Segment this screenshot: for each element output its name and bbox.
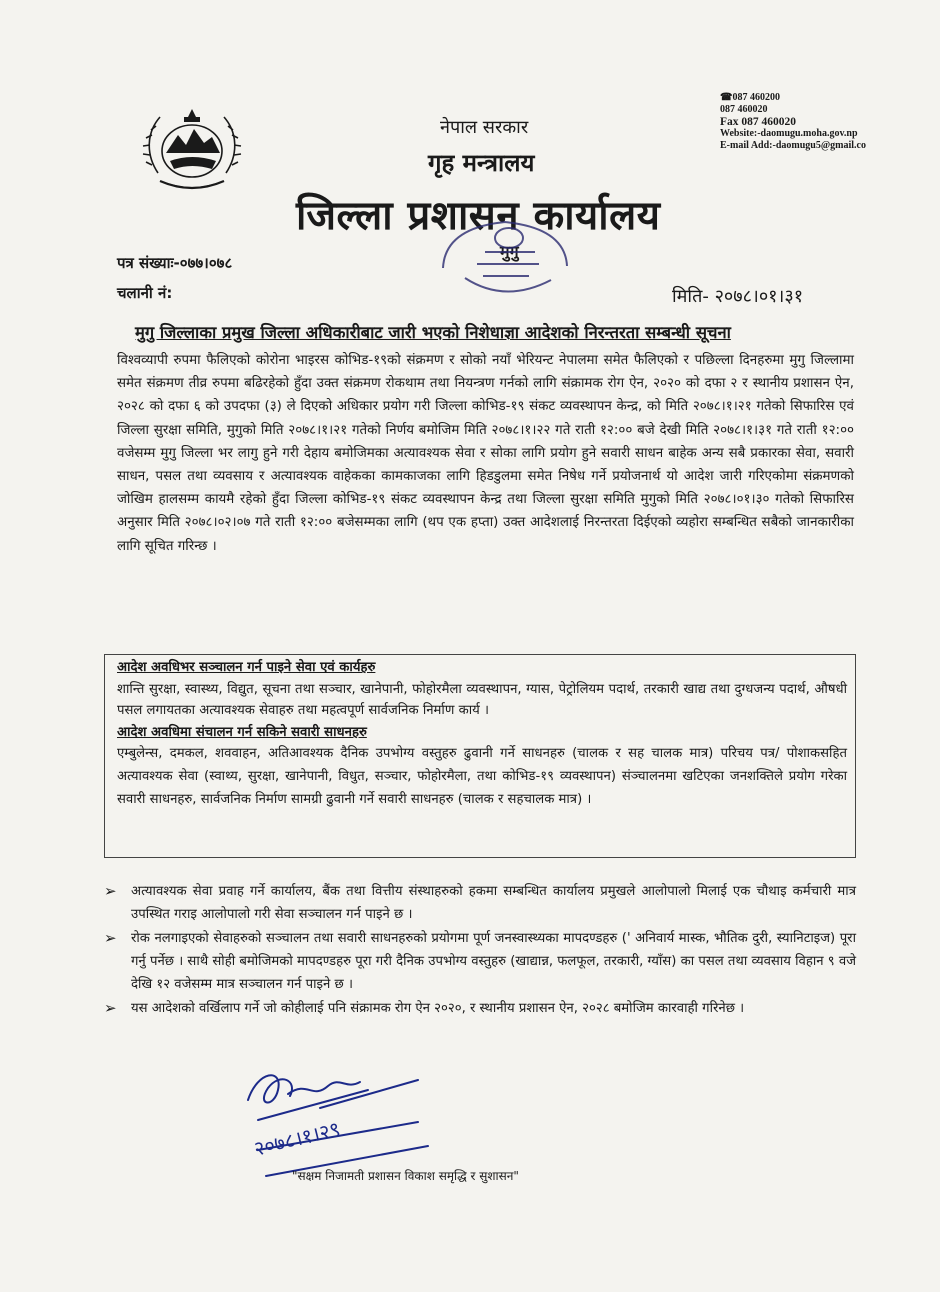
- document-date: मिति- २०७८।०१।३१: [672, 286, 804, 307]
- allowed-services-text: शान्ति सुरक्षा, स्वास्थ्य, विद्युत, सूचना तथा सञ्चार, खानेपानी, फोहोरमैला व्यवस्थापन, ग्यास, पेट्रोलियम पदार्थ, तरकारी खाद्य तथा दुग्धजन्य पदार्थ, औषधी पसल लगायतका अत्यावश्यक सेवाहरु तथा महत्वपूर्ण सार्वजनिक निर्माण कार्य ।: [117, 681, 847, 719]
- reference-number: पत्र संख्याः-०७७।०७८: [117, 254, 233, 272]
- office-motto: "सक्षम निजामती प्रशासन विकाश समृद्धि र सुशासन": [292, 1169, 519, 1183]
- body-paragraph: विश्वव्यापी रुपमा फैलिएको कोरोना भाइरस कोभिड-१९को संक्रमण र सोको नयाँ भेरियन्ट नेपालमा समेत फैलिएको र पछिल्ला दिनहरुमा मुगु जिल्लामा समेत संक्रमण तीव्र रुपमा बढिरहेको हुँदा उक्त संक्रमण रोकथाम तथा नियन्त्रण गर्नको लागि संक्रामक रोग ऐन, २०२० को दफा २ र स्थानीय प्रशासन ऐन, २०२८ को दफा ६ को उपदफा (३) ले दिएको अधिकार प्रयोग गरी जिल्ला कोभिड-१९ संकट व्यवस्थापन केन्द्र, को मिति २०७८।१।२१ गतेको सिफारिस एवं जिल्ला सुरक्षा समिति, मुगुको मिति २०७८।१।२१ गतेको निर्णय बमोजिम मिति २०७८।१।२२ गते राती १२:०० बजे देखी मिति २०७८।१।३१ गते राती १२:०० वजेसम्म मुगु जिल्ला भर लागु हुने गरी देहाय बमोजिमका अत्यावश्यक सेवा र सोका लागि प्रयोग हुने सवारी साधन बाहेक अन्य सबै प्रकारका सेवा, सवारी साधन, पसल तथा व्यवसाय र अत्यावश्यक वाहेकका कामकाजका लागि हिडडुलमा समेत निषेध गर्ने प्रयोजनार्थ यो आदेश जारी गरिएकोमा संक्रमणको जोखिम हालसम्म कायमै रहेको हुँदा जिल्ला कोभिड-१९ संकट व्यवस्थापन केन्द्र तथा जिल्ला सुरक्षा समिति मुगुको मिति २०७८।०१।३० गतेको सिफारिस अनुसार मिति २०७८।०२।०७ गते राती १२:०० बजेसम्मका लागि (थप एक हप्ता) उक्त आदेशलाई निरन्तरता दिईएको व्यहोरा सम्बन्धित सबैको जानकारीका लागि सूचित गरिन्छ ।: [117, 353, 854, 554]
- list-item: [104, 880, 856, 926]
- government-name: नेपाल सरकार: [440, 117, 529, 138]
- office-name: जिल्ला प्रशासन कार्यालय: [296, 193, 661, 239]
- list-item: [104, 997, 856, 1020]
- arrow-bullet-icon: ➢: [104, 999, 117, 1017]
- phone-line-1: ☎087 460200: [720, 92, 780, 103]
- allowed-vehicles-heading: आदेश अवधिमा संचालन गर्न सकिने सवारी साधनहरु: [117, 724, 367, 740]
- arrow-bullet-icon: ➢: [104, 929, 117, 947]
- bullet-text: अत्यावश्यक सेवा प्रवाह गर्ने कार्यालय, बैंक तथा वित्तीय संस्थाहरुको हकमा सम्बन्धित कार्यालय प्रमुखले आलोपालो मिलाई एक चौथाइ कर्मचारी मात्र उपस्थित गराइ आलोपालो गरी सेवा सञ्चालन गर्न पाइने छ ।: [131, 884, 856, 922]
- bullet-text: रोक नलगाइएको सेवाहरुको सञ्चालन तथा सवारी साधनहरुको प्रयोगमा पूर्ण जनस्वास्थ्यका मापदण्डहरु (' अनिवार्य मास्क, भौतिक दुरी, स्यानिटाइज) पूरा गर्नु पर्नेछ । साथै सोही बमोजिमको मापदण्डहरु पूरा गरी दैनिक उपभोग्य वस्तुहरु (खाद्यान्न, फलफूल, तरकारी, ग्याँस) का पसल तथा व्यवसाय विहान ९ वजे देखि १२ वजेसम्म मात्र सञ्चालन गर्न पाइने छ ।: [131, 931, 856, 992]
- contact-block: [720, 92, 866, 152]
- fax-line: Fax 087 460020: [720, 116, 797, 128]
- allowed-services-box: [104, 654, 856, 858]
- nepal-emblem-icon: [138, 95, 246, 203]
- office-stamp-icon: [425, 208, 585, 308]
- arrow-bullet-icon: ➢: [104, 882, 117, 900]
- bullet-text: यस आदेशको वर्खिलाप गर्ने जो कोहीलाई पनि संक्रामक रोग ऐन २०२०, र स्थानीय प्रशासन ऐन, २०२८ बमोजिम कारवाही गरिनेछ ।: [131, 1001, 745, 1016]
- handwritten-signature: [228, 1060, 448, 1210]
- allowed-vehicles-text: एम्बुलेन्स, दमकल, शववाहन, अतिआवश्यक दैनिक उपभोग्य वस्तुहरु ढुवानी गर्ने साधनहरु (चालक र सह चालक मात्र) परिचय पत्र/ पोशाकसहित अत्यावश्यक सेवा (स्वाथ्य, सुरक्षा, खानेपानी, विधुत, सञ्चार, फोहोरमैला, तथा कोभिड-१९ व्यवस्थापन) संञ्चालनमा खटिएका जनशक्तिले प्रयोग गरेका सवारी साधनहरु, सार्वजनिक निर्माण सामग्री ढुवानी गर्ने सवारी साधनहरु (चालक र सहचालक मात्र) ।: [117, 746, 847, 807]
- ministry-name: गृह मन्त्रालय: [428, 149, 535, 177]
- dispatch-number: चलानी नं:: [117, 284, 173, 302]
- list-item: [104, 927, 856, 996]
- district-name: मुगु: [500, 242, 519, 261]
- website-line: Website:-daomugu.moha.gov.np: [720, 128, 858, 139]
- notice-title: मुगु जिल्लाका प्रमुख जिल्ला अधिकारीबाट जारी भएको निशेधाज्ञा आदेशको निरन्तरता सम्बन्धी सूचना: [135, 323, 731, 342]
- phone-line-2: 087 460020: [720, 104, 768, 115]
- signature-date: २०७८।१।२९: [251, 1116, 343, 1161]
- email-line: E-mail Add:-daomugu5@gmail.co: [720, 140, 866, 151]
- bullet-list: [104, 880, 856, 1021]
- allowed-services-heading: आदेश अवधिभर सञ्चालन गर्न पाइने सेवा एवं कार्यहरु: [117, 660, 376, 675]
- phone-icon: ☎: [720, 92, 733, 103]
